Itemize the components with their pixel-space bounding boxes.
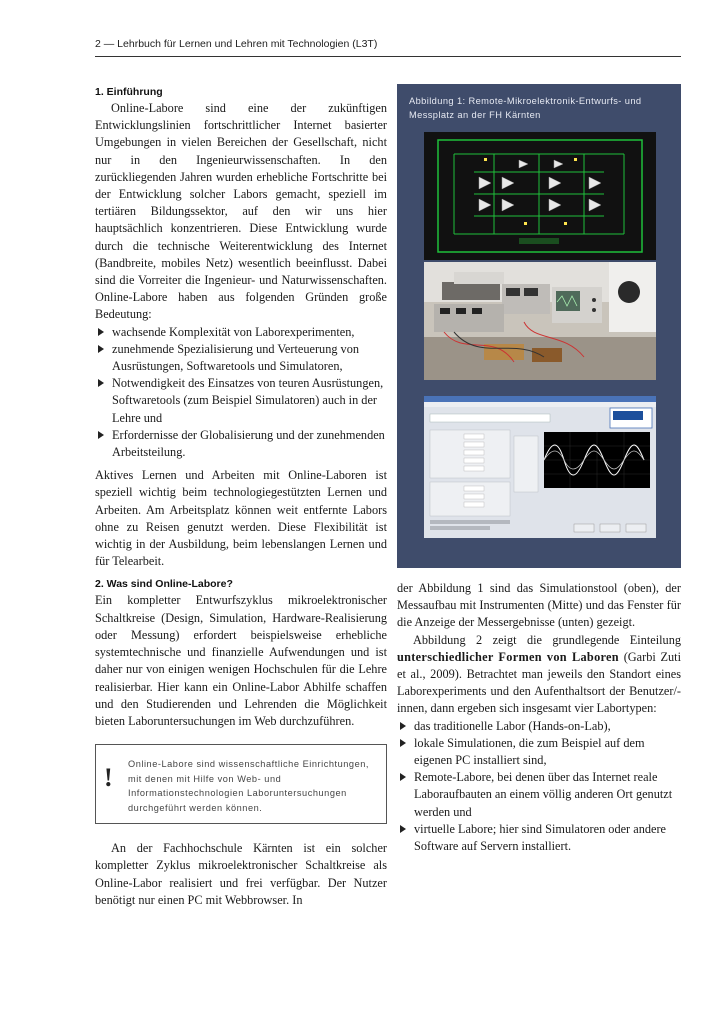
bullet-arrow-icon bbox=[400, 722, 406, 730]
left-column bbox=[95, 84, 387, 909]
list-item: virtuelle Labore; hier sind Simulatoren oder andere Software auf Servern installiert. bbox=[397, 821, 681, 855]
reasons-list bbox=[95, 324, 387, 462]
section-heading-online-labore: 2. Was sind Online-Labore? bbox=[95, 578, 233, 591]
figure-caption: Abbildung 1: Remote-Mikroelektronik-Entwurfs- und Messplatz an der FH Kärnten bbox=[409, 96, 642, 121]
header-rule bbox=[95, 56, 681, 57]
bullet-arrow-icon bbox=[400, 773, 406, 781]
bullet-arrow-icon bbox=[400, 739, 406, 747]
design-cycle-paragraph: Ein kompletter Entwurfszyklus mikroelektronischer Schaltkreise (Design, Simulation, Hardware-Realisierung oder Messung) erfordert beispielsweise erhebliche systemtechnische und finanzielle Aufwendungen und ist daher nur von einigen wenigen Hochschulen für die Lehre realisierbar. Hier kann ein Online-Labor Abhilfe schaffen und den Studierenden und Lehrenden die Möglichkeit bieten Laboruntersuchungen im Web durchzuführen. bbox=[95, 593, 387, 728]
figure-panel bbox=[397, 84, 681, 568]
schematic-image bbox=[424, 132, 656, 260]
list-item: Erfordernisse der Globalisierung und der zunehmenden Arbeitsteilung. bbox=[95, 427, 387, 461]
bullet-arrow-icon bbox=[98, 345, 104, 353]
active-learning-paragraph: Aktives Lernen und Arbeiten mit Online-Laboren ist speziell wichtig beim technologiegestützten Lernen und Arbeiten. Am Arbeitsplatz können weit entfernte Labors ohne zu Reisen genutzt werden. Diese Flexibilität ist wichtig in der Ausbildung, beim lebenslangen Lernen und für Telearbeit. bbox=[95, 468, 387, 569]
list-item: lokale Simulationen, die zum Beispiel auf dem eigenen PC installiert sind, bbox=[397, 735, 681, 769]
section-heading-einfuehrung: 1. Einführung bbox=[95, 86, 163, 98]
bullet-arrow-icon bbox=[400, 825, 406, 833]
list-item: das traditionelle Labor (Hands-on-Lab), bbox=[397, 718, 681, 735]
exclamation-icon: ! bbox=[104, 763, 113, 793]
list-item: Remote-Labore, bei denen über das Internet reale Laboraufbauten an einem völlig anderen Ort genutzt werden und bbox=[397, 769, 681, 821]
bullet-arrow-icon bbox=[98, 379, 104, 387]
definition-text: Online-Labore sind wissenschaftliche Einrichtungen, mit denen mit Hilfe von Web- und Informationstechnologien Laboruntersuchungen durchgeführt werden können. bbox=[128, 759, 370, 813]
fh-kaernten-paragraph: An der Fachhochschule Kärnten ist ein solcher kompletter Zyklus mikroelektronischer Schaltkreise als Online-Labor realisiert und frei verfügbar. Der Nutzer benötigt nur einen PC mit Webbrowser. In bbox=[95, 841, 387, 907]
lab-photo-image bbox=[424, 262, 656, 380]
lab-types-paragraph: Abbildung 2 zeigt die grundlegende Einteilung unterschiedlicher Formen von Laboren (Garbi Zuti et al., 2009). Betrachtet man jeweils den Standort eines Laborexperiments und den Aufenthaltsort der Benutzer/-innen, dann ergeben sich insgesamt vier Labortypen: bbox=[397, 632, 681, 716]
list-item: wachsende Komplexität von Laborexperimenten, bbox=[95, 324, 387, 341]
definition-notebox bbox=[95, 744, 387, 824]
right-column bbox=[397, 580, 681, 855]
measurement-window-image bbox=[424, 396, 656, 538]
emphasis-lab-forms: unterschiedlicher Formen von Laboren bbox=[397, 649, 619, 664]
list-item: Notwendigkeit des Einsatzes von teuren Ausrüstungen, Softwaretools (zum Beispiel Simulatoren) auch in der Lehre und bbox=[95, 375, 387, 427]
list-item: zunehmende Spezialisierung und Verteuerung von Ausrüstungen, Softwaretools und Simulatoren, bbox=[95, 341, 387, 375]
bullet-arrow-icon bbox=[98, 431, 104, 439]
bullet-arrow-icon bbox=[98, 328, 104, 336]
intro-paragraph: Online-Labore sind eine der zukünftigen Entwicklungslinien fortschrittlicher Internet basierter Umgebungen in vielen Bereichen der Gesellschaft, nicht nur in den Ingenieurwissenschaften. In den zurückliegenden Jahren wurden erhebliche Fortschritte bei der Entwicklung solcher Labors gemacht, speziell im tertiären Bildungssektor, auf den wir uns hier hauptsächlich konzentrieren. Diese Entwicklung wurde durch die technische Weiterentwicklung des Internet (Bandbreite, mobiles Netz) wesentlich beeinflusst. Dabei sind die Vorreiter die Ingenieur- und Naturwissenschaften. Online-Labore haben aus folgenden Gründen große Bedeutung: bbox=[95, 101, 387, 322]
lab-types-list bbox=[397, 718, 681, 856]
figure-description-paragraph: der Abbildung 1 sind das Simulationstool (oben), der Messaufbau mit Instrumenten (Mitte) und das Fenster für die Anzeige der Messergebnisse (unten) gezeigt. bbox=[397, 581, 681, 630]
running-header: 2 — Lehrbuch für Lernen und Lehren mit Technologien (L3T) bbox=[95, 38, 378, 50]
